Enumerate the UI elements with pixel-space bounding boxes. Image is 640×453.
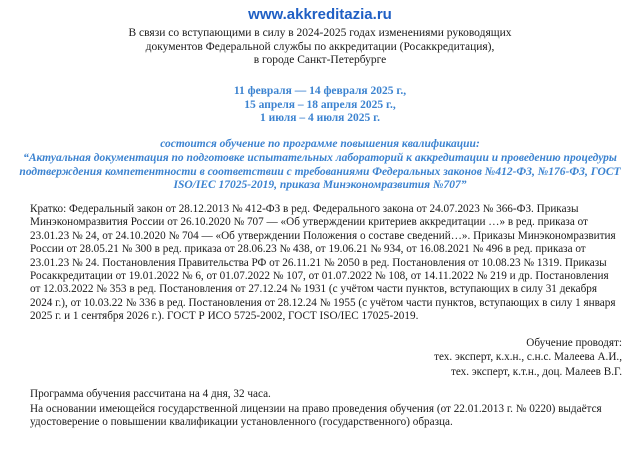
summary-line: 2024 г.), от 10.03.22 № 336 в ред. Постановления от 28.12.24 № 1955 (с учётом части пунктов, вступающих в силу 1 января: [30, 296, 616, 309]
summary-line: 23.01.23 № 24, от 24.10.2020 № 704 — «Об утверждении Положения о составе сведений…». Приказы Минэкономразвития: [30, 229, 616, 242]
date-line: 1 июля – 4 июля 2025 г.: [260, 112, 380, 125]
announcement: состоится обучение по программе повышения квалификации:: [160, 138, 480, 150]
certificate-paragraph: [30, 403, 620, 430]
instructor-item: тех. эксперт, к.х.н., с.н.с. Малеева А.И.,: [434, 351, 622, 364]
summary-line: Минэкономразвития России от 26.10.2020 № 707 — «Об утверждении критериев аккредитации …» в ред. приказа от: [30, 216, 588, 229]
summary-line: 2025 г. и 1 сентября 2026 г.). ГОСТ Р ИСО 5725-2002, ГОСТ ISO/IEC 17025-2019.: [30, 310, 419, 323]
training-dates: [100, 85, 540, 126]
certificate-line: удостоверение о повышении квалификации установленного (государственного) образца.: [30, 416, 453, 429]
program-title-line: подтверждения компетентности в соответствии с требованиями Федеральных законов №412-ФЗ, №176-ФЗ, ГОСТ: [19, 165, 621, 178]
instructors-heading: Обучение проводят:: [526, 337, 622, 349]
program-title-line: ISO/IEC 17025-2019, приказа Минэкономразвития №707”: [173, 179, 467, 192]
duration-text: Программа обучения рассчитана на 4 дня, 32 часа.: [30, 388, 271, 400]
date-line: 15 апреля – 18 апреля 2025 г.,: [244, 98, 396, 111]
summary-line: Кратко: Федеральный закон от 28.12.2013 № 412-ФЗ в ред. Федерального закона от 24.07.2023 № 366-ФЗ. Приказы: [30, 203, 579, 215]
summary-paragraph: [30, 203, 620, 324]
summary-line: России от 28.05.21 № 300 в ред. приказа от 28.06.23 № 438, от 19.06.21 № 934, от 16.08.2021 № 496 в ред. приказа от: [30, 243, 586, 256]
intro-line: В связи со вступающими в силу в 2024-2025 годах изменениями руководящих: [128, 27, 512, 39]
summary-line: Росаккредитации от 19.01.2022 № 6, от 01.07.2022 № 107, от 01.07.2022 № 108, от 14.11.2022 № 219 и др. Постановления: [30, 270, 609, 283]
intro-paragraph: [100, 27, 540, 68]
date-line: 11 февраля — 14 февраля 2025 г.,: [233, 85, 407, 97]
certificate-line: На основании имеющейся государственной лицензии на право проведения обучения (от 22.01.2013 г. № 0220) выдаётся: [30, 403, 602, 415]
intro-line: в городе Санкт-Петербурге: [253, 54, 387, 67]
intro-line: документов Федеральной службы по аккредитации (Росаккредитация),: [145, 40, 495, 53]
program-title-line: “Актуальная документация по подготовке испытательных лабораторий к аккредитации и проведению процедуры: [23, 152, 617, 164]
summary-line: от 12.03.2022 № 353 в ред. Постановления от 27.12.24 № 1931 (с учётом части пунктов, вступающих в силу 31 декабря: [30, 283, 598, 296]
site-link[interactable]: www.akkreditazia.ru: [248, 6, 392, 23]
summary-line: 23.01.23 № 24. Постановления Правительства РФ от 26.11.21 № 2050 в ред. Постановления от 10.08.23 № 1319. Приказы: [30, 256, 607, 269]
instructor-item: тех. эксперт, к.т.н., доц. Малеев В.Г.: [450, 365, 622, 378]
instructors-block: [434, 336, 622, 379]
program-title: [14, 152, 626, 193]
